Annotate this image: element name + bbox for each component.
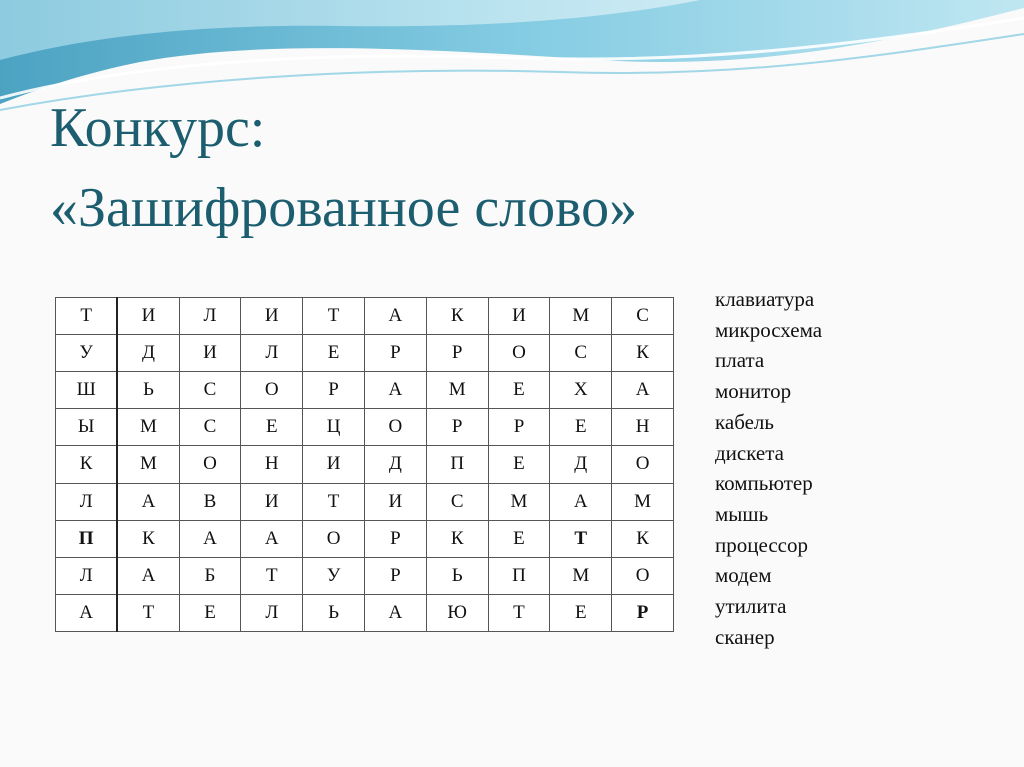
- grid-cell: Ц: [303, 409, 365, 446]
- grid-cell: Е: [488, 446, 550, 483]
- grid-cell: К: [612, 335, 674, 372]
- grid-cell: А: [364, 372, 426, 409]
- grid-cell: Б: [179, 557, 241, 594]
- grid-cell: А: [550, 483, 612, 520]
- grid-cell: Л: [241, 594, 303, 631]
- grid-cell: М: [612, 483, 674, 520]
- grid-cell: Л: [56, 483, 118, 520]
- grid-cell: И: [364, 483, 426, 520]
- word-list-item: мышь: [715, 501, 769, 526]
- grid-cell: С: [550, 335, 612, 372]
- word-list: [715, 284, 822, 652]
- grid-row: [56, 335, 674, 372]
- grid-cell: П: [56, 520, 118, 557]
- grid-cell: Р: [488, 409, 550, 446]
- grid-cell: А: [241, 520, 303, 557]
- grid-cell: Е: [303, 335, 365, 372]
- grid-cell: И: [241, 483, 303, 520]
- grid-cell: Л: [179, 298, 241, 335]
- grid-cell: И: [117, 298, 179, 335]
- grid-cell: Ы: [56, 409, 118, 446]
- grid-cell: Р: [303, 372, 365, 409]
- grid-cell: О: [364, 409, 426, 446]
- grid-cell: П: [426, 446, 488, 483]
- page-title: [50, 88, 637, 248]
- grid-cell: О: [241, 372, 303, 409]
- grid-cell: В: [179, 483, 241, 520]
- grid-cell: Р: [426, 335, 488, 372]
- letter-grid: [55, 297, 674, 632]
- page-title-line-1: Конкурс:: [50, 97, 266, 159]
- grid-cell: О: [303, 520, 365, 557]
- grid-cell: Р: [426, 409, 488, 446]
- grid-cell: М: [426, 372, 488, 409]
- word-list-item: дискета: [715, 440, 784, 465]
- grid-cell: Л: [56, 557, 118, 594]
- grid-cell: М: [550, 298, 612, 335]
- page-title-line-2: «Зашифрованное слово»: [50, 177, 638, 239]
- grid-cell: Т: [117, 594, 179, 631]
- grid-cell: Ь: [117, 372, 179, 409]
- grid-cell: А: [364, 594, 426, 631]
- grid-cell: Т: [56, 298, 118, 335]
- grid-row: [56, 372, 674, 409]
- grid-cell: Р: [612, 594, 674, 631]
- grid-cell: О: [488, 335, 550, 372]
- grid-cell: Е: [550, 594, 612, 631]
- grid-cell: Л: [241, 335, 303, 372]
- grid-cell: А: [56, 594, 118, 631]
- grid-cell: С: [612, 298, 674, 335]
- grid-cell: М: [117, 409, 179, 446]
- grid-cell: С: [179, 372, 241, 409]
- word-list-item: кабель: [715, 409, 774, 434]
- grid-cell: Е: [241, 409, 303, 446]
- grid-cell: Н: [612, 409, 674, 446]
- word-list-item: утилита: [715, 594, 787, 619]
- word-list-item: сканер: [715, 624, 775, 649]
- grid-cell: А: [364, 298, 426, 335]
- grid-row: [56, 298, 674, 335]
- grid-cell: К: [612, 520, 674, 557]
- word-list-item: компьютер: [715, 471, 813, 496]
- grid-cell: И: [241, 298, 303, 335]
- grid-cell: Т: [303, 298, 365, 335]
- grid-row: [56, 483, 674, 520]
- grid-cell: А: [612, 372, 674, 409]
- grid-cell: Е: [550, 409, 612, 446]
- grid-cell: Е: [179, 594, 241, 631]
- grid-cell: Е: [488, 372, 550, 409]
- word-list-item: микросхема: [715, 317, 823, 342]
- word-list-item: процессор: [715, 532, 808, 557]
- grid-cell: К: [117, 520, 179, 557]
- grid-cell: Е: [488, 520, 550, 557]
- word-list-item: клавиатура: [715, 287, 815, 311]
- grid-cell: М: [550, 557, 612, 594]
- grid-cell: Ю: [426, 594, 488, 631]
- word-list-item: монитор: [715, 379, 792, 404]
- grid-cell: Ь: [303, 594, 365, 631]
- grid-row: [56, 409, 674, 446]
- grid-cell: А: [179, 520, 241, 557]
- letter-grid-body: [56, 298, 674, 632]
- grid-cell: М: [117, 446, 179, 483]
- grid-cell: И: [179, 335, 241, 372]
- grid-row: [56, 446, 674, 483]
- grid-cell: О: [612, 446, 674, 483]
- grid-cell: О: [179, 446, 241, 483]
- word-list-item: модем: [715, 563, 772, 588]
- grid-cell: Р: [364, 520, 426, 557]
- grid-cell: Ш: [56, 372, 118, 409]
- word-list-item: плата: [715, 348, 765, 373]
- grid-cell: К: [426, 298, 488, 335]
- grid-cell: И: [488, 298, 550, 335]
- grid-row: [56, 520, 674, 557]
- grid-cell: С: [426, 483, 488, 520]
- grid-cell: Т: [488, 594, 550, 631]
- grid-cell: Д: [364, 446, 426, 483]
- grid-cell: А: [117, 557, 179, 594]
- grid-cell: М: [488, 483, 550, 520]
- grid-cell: Н: [241, 446, 303, 483]
- grid-cell: А: [117, 483, 179, 520]
- grid-cell: К: [56, 446, 118, 483]
- grid-cell: С: [179, 409, 241, 446]
- grid-cell: Т: [303, 483, 365, 520]
- grid-row: [56, 594, 674, 631]
- grid-row: [56, 557, 674, 594]
- grid-cell: К: [426, 520, 488, 557]
- grid-cell: Р: [364, 335, 426, 372]
- grid-cell: Д: [117, 335, 179, 372]
- grid-cell: Х: [550, 372, 612, 409]
- grid-cell: Д: [550, 446, 612, 483]
- grid-cell: Т: [241, 557, 303, 594]
- grid-cell: О: [612, 557, 674, 594]
- grid-cell: У: [303, 557, 365, 594]
- grid-cell: Р: [364, 557, 426, 594]
- grid-cell: Ь: [426, 557, 488, 594]
- grid-cell: У: [56, 335, 118, 372]
- grid-cell: Т: [550, 520, 612, 557]
- grid-cell: П: [488, 557, 550, 594]
- grid-cell: И: [303, 446, 365, 483]
